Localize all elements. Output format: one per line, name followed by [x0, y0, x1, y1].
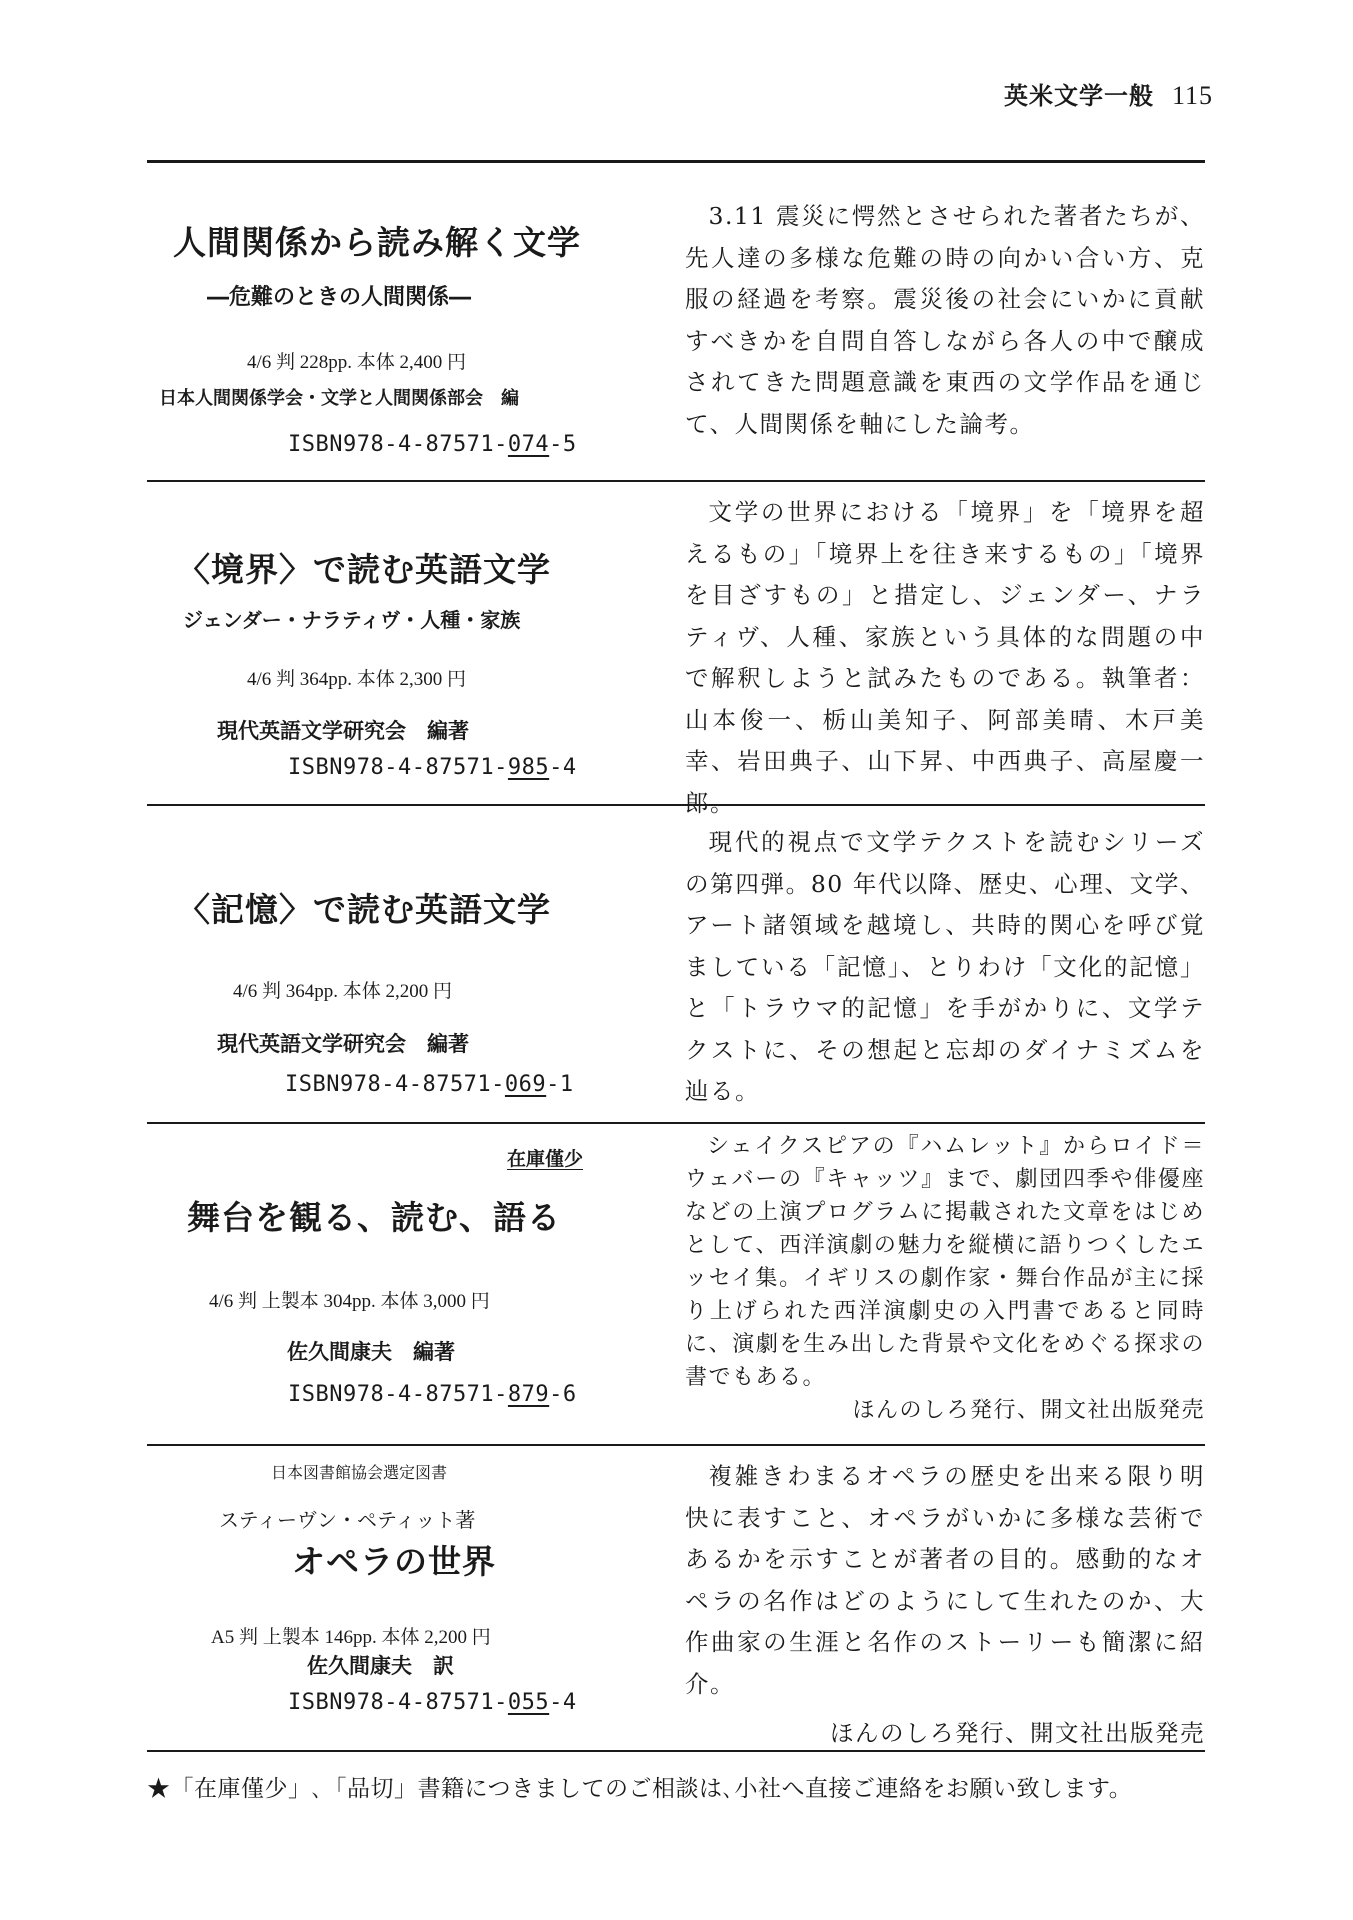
- low-stock-badge: 在庫僅少: [507, 1148, 584, 1170]
- isbn-prefix: ISBN978-4-87571-: [285, 1072, 505, 1097]
- isbn-check: -5: [549, 432, 577, 457]
- book-description: [685, 822, 1205, 1113]
- isbn: [288, 1690, 577, 1715]
- isbn-code: 074: [507, 432, 550, 457]
- book-author: 佐久間康夫 編著: [287, 1340, 455, 1364]
- description-text: 文学の世界における「境界」を「境界を超えるもの」「境界上を往き来するもの」「境界を目ざすもの」と措定し、ジェンダー、ナラティヴ、人種、家族という具体的な問題の中で解釈しようと試みたものである。執筆者：山本俊一、栃山美知子、阿部美晴、木戸美幸、岩田典子、山下昇、中西典子、高屋慶一郎。: [685, 498, 1205, 817]
- book-description: [685, 196, 1205, 445]
- book-entry: [147, 1124, 1205, 1444]
- isbn: [288, 755, 577, 780]
- book-spec: A5 判 上製本 146pp. 本体 2,200 円: [211, 1627, 491, 1648]
- description-text: 3.11 震災に愕然とさせられた著者たちが、先人達の多様な危難の時の向かい合い方、克服の経過を考察。震災後の社会にいかに貢献すべきかを自問自答しながら各人の中で醸成されてきた問題意識を東西の文学作品を通じて、人間関係を軸にした論考。: [685, 202, 1205, 438]
- book-byline: スティーヴン・ペティット著: [219, 1508, 476, 1532]
- book-spec: 4/6 判 228pp. 本体 2,400 円: [247, 352, 467, 373]
- footer-note: ★「在庫僅少」､「品切」書籍につきましてのご相談は､小社へ直接ご連絡をお願い致します。: [147, 1776, 1133, 1802]
- book-title: 〈境界〉で読む英語文学: [177, 550, 551, 589]
- book-info: [147, 1446, 619, 1750]
- isbn-check: -4: [549, 1690, 577, 1715]
- isbn-prefix: ISBN978-4-87571-: [288, 1382, 508, 1407]
- book-entry: [147, 482, 1205, 817]
- isbn: [288, 432, 577, 457]
- book-title: オペラの世界: [292, 1542, 496, 1581]
- book-subtitle: ―危難のときの人間関係―: [207, 285, 472, 310]
- book-author: 日本人間関係学会・文学と人間関係部会 編: [159, 388, 519, 409]
- isbn-check: -1: [546, 1072, 574, 1097]
- description-text: シェイクスピアの『ハムレット』からロイド＝ウェバーの『キャッツ』まで、劇団四季や俳優座などの上演プログラムに掲載された文章をはじめとして、西洋演劇の魅力を縦横に語りつくしたエッセイ集。イギリスの劇作家・舞台作品が主に採り上げられた西洋演劇史の入門書であると同時に、演劇を生み出した背景や文化をめぐる探求の書でもある。: [685, 1134, 1205, 1390]
- isbn-check: -6: [549, 1382, 577, 1407]
- book-spec: 4/6 判 364pp. 本体 2,200 円: [233, 981, 453, 1002]
- isbn-check: -4: [549, 755, 577, 780]
- publisher-line: ほんのしろ発行、開文社出版発売: [852, 1398, 1205, 1423]
- isbn: [285, 1072, 574, 1097]
- book-spec: 4/6 判 364pp. 本体 2,300 円: [247, 669, 467, 690]
- book-title: 舞台を観る、読む、語る: [187, 1198, 561, 1237]
- book-entry: [147, 1446, 1205, 1750]
- book-author: 現代英語文学研究会 編著: [217, 719, 469, 743]
- running-header: [1004, 76, 1213, 111]
- section-title: 英米文学一般: [1003, 81, 1154, 110]
- isbn-prefix: ISBN978-4-87571-: [288, 755, 508, 780]
- publisher-line: ほんのしろ発行、開文社出版発売: [830, 1719, 1205, 1747]
- book-title: 人間関係から読み解く文学: [173, 223, 581, 262]
- book-description: [685, 492, 1205, 824]
- isbn-code: 055: [507, 1690, 550, 1715]
- page-number: 115: [1171, 81, 1213, 110]
- description-text: 現代的視点で文学テクストを読むシリーズの第四弾。80 年代以降、歴史、心理、文学、アート諸領域を越境し、共時的関心を呼び覚ましている「記憶」、とりわけ「文化的記憶」と「トラウマ的記憶」を手がかりに、文学テクストに、その想起と忘却のダイナミズムを辿る。: [685, 828, 1205, 1105]
- isbn: [288, 1382, 577, 1407]
- book-info: [147, 162, 619, 480]
- book-spec: 4/6 判 上製本 304pp. 本体 3,000 円: [209, 1291, 490, 1312]
- isbn-prefix: ISBN978-4-87571-: [288, 432, 508, 457]
- book-entry: [147, 162, 1205, 480]
- isbn-code: 985: [507, 755, 550, 780]
- book-author: 佐久間康夫 訳: [307, 1654, 454, 1678]
- book-title: 〈記憶〉で読む英語文学: [177, 890, 551, 929]
- book-description: [685, 1130, 1205, 1427]
- book-info: [147, 482, 619, 804]
- book-description: [685, 1456, 1205, 1755]
- isbn-code: 069: [504, 1072, 547, 1097]
- isbn-prefix: ISBN978-4-87571-: [288, 1690, 508, 1715]
- book-author: 現代英語文学研究会 編著: [217, 1032, 469, 1056]
- book-info: [147, 1124, 619, 1444]
- isbn-code: 879: [507, 1382, 550, 1407]
- selection-note: 日本図書館協会選定図書: [271, 1463, 448, 1482]
- book-entry: [147, 806, 1205, 1122]
- book-subtitle: ジェンダー・ナラティヴ・人種・家族: [183, 608, 521, 632]
- book-info: [147, 806, 619, 1122]
- description-text: 複雑きわまるオペラの歴史を出来る限り明快に表すこと、オペラがいかに多様な芸術であるかを示すことが著者の目的。感動的なオペラの名作はどのようにして生れたのか、大作曲家の生涯と名作のストーリーも簡潔に紹介。: [685, 1462, 1205, 1698]
- divider: [147, 1750, 1205, 1752]
